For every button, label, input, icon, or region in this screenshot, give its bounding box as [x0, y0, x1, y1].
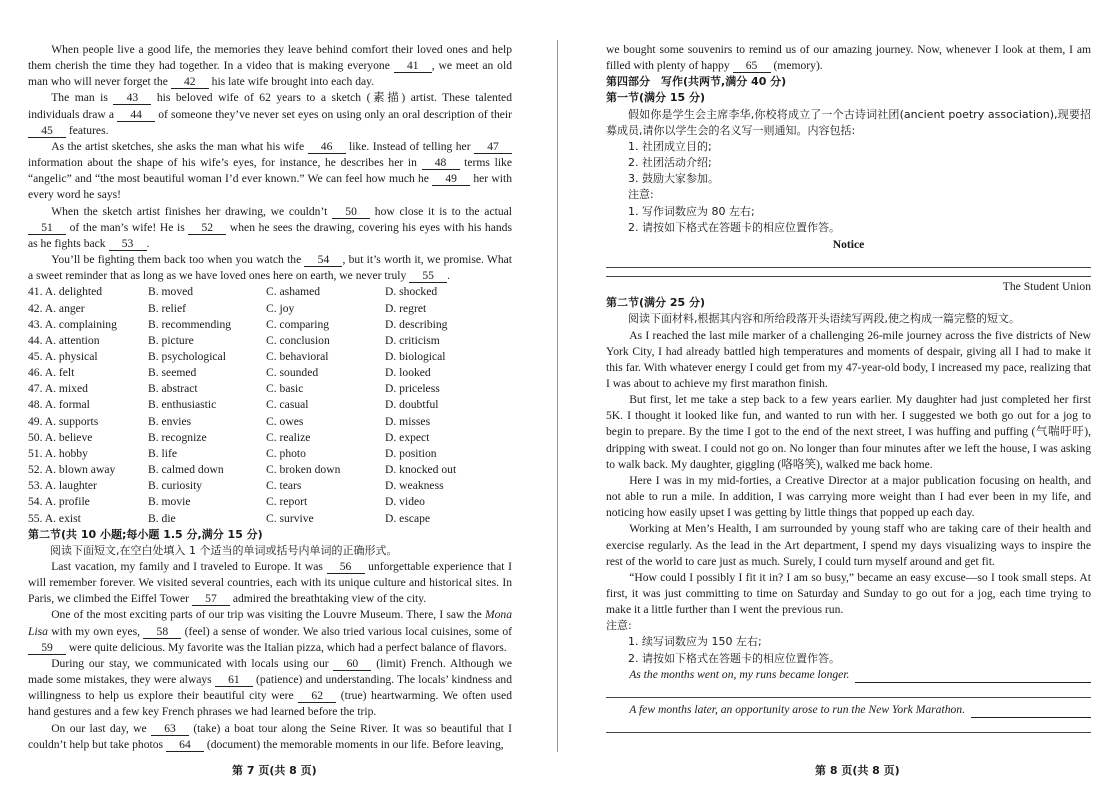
option: C. realize: [266, 430, 311, 444]
option: 48. A. formal: [28, 398, 90, 412]
blank-61[interactable]: 61: [215, 673, 253, 687]
section1-prompt: 假如你是学生会主席李华,你校将成立了一个古诗词社团(ancient poetry association),现要招募成员,请你以学生会的名义写一则通知。内容包括:: [606, 107, 1091, 137]
option: B. curiosity: [148, 479, 203, 493]
option: B. die: [148, 511, 176, 525]
option: 51. A. hobby: [28, 446, 88, 460]
italic-title: Mona Lisa: [28, 608, 512, 638]
section1-heading: 第一节(满分 15 分): [606, 91, 706, 105]
blank-62[interactable]: 62: [298, 689, 336, 703]
page-number-7: 第 7 页(共 8 页): [232, 764, 317, 777]
blank-42[interactable]: 42: [171, 75, 209, 89]
option: D. doubtful: [385, 398, 439, 412]
answer-line: [855, 672, 1091, 683]
blank-58[interactable]: 58: [143, 625, 181, 639]
option: B. picture: [148, 333, 194, 347]
option: C. report: [266, 495, 308, 509]
paragraph: When people live a good life, the memories they leave behind comfort their loved ones and help them cherish the time they had together. In a video that is making everyone 41 , we meet an old man who will never forget the 42 his late wife brought into each day.: [28, 43, 512, 89]
paragraph: One of the most exciting parts of our trip was visiting the Louvre Museum. There, I saw the Mona Lisa with my own eyes, 58 (feel) a sense of wonder. We also tried various local cuisines, some of 59 were quite delicious. My favorite was the Italian pizza, which had a perfect balance of flavors.: [28, 608, 512, 654]
option: 55. A. exist: [28, 511, 81, 525]
option: B. movie: [148, 495, 191, 509]
option: B. recognize: [148, 430, 207, 444]
notice-title: Notice: [832, 237, 865, 251]
option: 46. A. felt: [28, 366, 75, 380]
paragraph: As the artist sketches, she asks the man what his wife 46 like. Instead of telling her 47 information about the shape of his wife’s eyes, for instance, he describes her in 48 terms like “angelic” and “the most beautiful woman I’d ever known.” We can feel how much he 49 her with every word he says!: [28, 139, 512, 202]
page-7-column: [28, 42, 512, 753]
section2-note-label: 注意:: [606, 619, 632, 633]
paragraph: On our last day, we 63 (take) a boat tour along the Seine River. It was so beautiful that I couldn’t help but take photos 64 (document) the memorable moments in our life. Before leaving,: [28, 721, 513, 751]
paragraph: When the sketch artist finishes her drawing, we couldn’t 50 how close it is to the actual 51 of the man’s wife! He is 52 when he sees the drawing, covering his eyes with his hands as he fights back 53 .: [28, 204, 512, 250]
option: 43. A. complaining: [28, 317, 117, 331]
paragraph: Last vacation, my family and I traveled to Europe. It was 56 unforgettable experience that I will remember forever. We visited several countries, each with its unique culture and historical sites. In Paris, we climbed the Eiffel Tower 57 admired the breathtaking view of the city.: [28, 560, 512, 606]
paragraph: During our stay, we communicated with locals using our 60 (limit) French. Although we made some mistakes, they were always 61 (patience) and understanding. The locals’ kindness and willingness to help us explore their beautiful city were 62 (true) heartwarming. We often used hand gestures and a few key French phrases we had learned before the trip.: [28, 656, 512, 719]
option: C. ashamed: [266, 285, 321, 299]
note: 2. 请按如下格式在答题卡的相应位置作答。: [628, 651, 840, 665]
blank-54[interactable]: 54: [304, 253, 342, 267]
option: D. looked: [385, 366, 431, 380]
section2-heading: 第二节(满分 25 分): [606, 296, 706, 310]
blank-45[interactable]: 45: [28, 124, 66, 138]
blank-48[interactable]: 48: [422, 156, 460, 170]
option: D. escape: [385, 511, 431, 525]
option: 53. A. laughter: [28, 479, 97, 493]
notice-signature: The Student Union: [1002, 280, 1091, 294]
option: D. describing: [385, 317, 448, 331]
point: 2. 社团活动介绍;: [628, 156, 712, 170]
option: C. broken down: [266, 463, 341, 477]
option: D. weakness: [385, 479, 444, 493]
blank-52[interactable]: 52: [188, 221, 226, 235]
grammar-passage: [28, 559, 512, 753]
blank-55[interactable]: 55: [409, 269, 447, 283]
blank-56[interactable]: 56: [327, 560, 365, 574]
answer-line: [606, 697, 1091, 698]
paragraph1-prompt: [606, 667, 1091, 683]
option: D. priceless: [385, 382, 440, 396]
point: 1. 社团成立目的;: [628, 139, 712, 153]
answer-line: [606, 276, 1091, 277]
note: 2. 请按如下格式在答题卡的相应位置作答。: [628, 220, 840, 234]
paragraph2-start: A few months later, an opportunity arose to run the New York Marathon.: [629, 702, 965, 716]
option: B. seemed: [148, 366, 197, 380]
page-8-column: [606, 42, 1091, 741]
option: 47. A. mixed: [28, 382, 88, 396]
paragraph: You’ll be fighting them back too when you watch the 54 , but it’s worth it, we promise. What a sweet reminder that as long as we have loved ones here on earth, we never truly 55 .: [28, 253, 513, 283]
section2-instruction: 阅读下面短文,在空白处填入 1 个适当的单词或括号内单词的正确形式。: [50, 543, 398, 557]
option: 41. A. delighted: [28, 285, 103, 299]
option: B. recommending: [148, 317, 232, 331]
option: C. owes: [266, 414, 304, 428]
answer-line: [971, 707, 1091, 718]
option: B. envies: [148, 414, 192, 428]
story-paragraph: But first, let me take a step back to a few years earlier. My daughter had just completed her first 5K. I thought it looked like fun, and wanted to run with her. I suggested we both go out for a jog to begin to prepare. By the time I got to the end of the next street, I was huffing and puffing (气喘吁吁), dripping with sweat. I could not go on. No longer than four minutes after we left the house, I was asking to walk back. My daughter, giggling (咯咯笑), walked me back home.: [606, 393, 1091, 471]
paragraph: we bought some souvenirs to remind us of our amazing journey. Now, whenever I look at them, I am filled with plenty of happy 65 (memory).: [606, 43, 1091, 73]
option: 50. A. believe: [28, 430, 93, 444]
option: D. expect: [385, 430, 430, 444]
option: B. enthusiastic: [148, 398, 217, 412]
option: B. calmed down: [148, 463, 224, 477]
blank-44[interactable]: 44: [117, 108, 155, 122]
blank-50[interactable]: 50: [332, 205, 370, 219]
blank-65[interactable]: 65: [733, 59, 771, 73]
story-paragraph: “How could I possibly I fit it in? I am so busy,” became an easy excuse—so I took small steps. At first, it was just committing to time on Saturday and Sunday to go out for a jog, each time trying to make it a little further than I went the previous run.: [606, 570, 1091, 617]
blank-59[interactable]: 59: [28, 641, 66, 655]
note: 1. 写作词数应为 80 左右;: [628, 204, 755, 218]
option: D. position: [385, 446, 437, 460]
option: 52. A. blown away: [28, 463, 116, 477]
answer-line: [606, 267, 1091, 268]
option: C. tears: [266, 479, 302, 493]
option: D. biological: [385, 349, 446, 363]
blank-43[interactable]: 43: [113, 91, 151, 105]
option: C. comparing: [266, 317, 330, 331]
blank-51[interactable]: 51: [28, 221, 66, 235]
story-paragraph: Here I was in my mid-forties, a Creative Director at a major publication focusing on health, and not able to run a mile. In addition, I was carrying more weight than I had ever been in my life, and noticing how easily upset I was getting by little things that popped up each day.: [606, 473, 1091, 520]
part4-heading: 第四部分 写作(共两节,满分 40 分): [606, 75, 787, 89]
blank-47[interactable]: 47: [474, 140, 512, 154]
point: 3. 鼓励大家参加。: [628, 172, 719, 186]
option: 42. A. anger: [28, 301, 85, 315]
option: D. shocked: [385, 285, 438, 299]
option: C. sounded: [266, 366, 319, 380]
option: D. misses: [385, 414, 431, 428]
option: 45. A. physical: [28, 349, 98, 363]
option: B. abstract: [148, 382, 198, 396]
paragraph2-prompt: [606, 702, 1091, 718]
blank-63[interactable]: 63: [151, 722, 189, 736]
cloze-passage: [28, 42, 512, 284]
section2-instruction: 阅读下面材料,根据其内容和所给段落开头语续写两段,使之构成一篇完整的短文。: [628, 312, 1020, 326]
blank-53[interactable]: 53: [109, 237, 147, 251]
cloze-options: [28, 284, 512, 526]
blank-49[interactable]: 49: [432, 172, 470, 186]
option: 44. A. attention: [28, 333, 100, 347]
option: C. joy: [266, 301, 295, 315]
option: D. criticism: [385, 333, 440, 347]
option: C. photo: [266, 446, 306, 460]
story-paragraph: Working at Men’s Health, I am surrounded by young staff who are taking care of their health and exercise regularly. As the lead in the Art department, I spend my days visualizing ways to inspire the rest of the world to care just as much. Surely, I could turn myself around and get fit.: [606, 522, 1091, 568]
blank-60[interactable]: 60: [333, 657, 371, 671]
option: D. video: [385, 495, 425, 509]
option: C. behavioral: [266, 349, 329, 363]
blank-46[interactable]: 46: [308, 140, 346, 154]
option: B. life: [148, 446, 177, 460]
section2-notes: [606, 634, 1091, 666]
option: B. psychological: [148, 349, 226, 363]
answer-line: [606, 732, 1091, 733]
section1-points: [606, 139, 1091, 187]
section1-note-label: 注意:: [628, 188, 654, 202]
blank-57[interactable]: 57: [192, 592, 230, 606]
option: D. knocked out: [385, 463, 457, 477]
section2-heading: 第二节(共 10 小题;每小题 1.5 分,满分 15 分): [28, 527, 263, 541]
option: 54. A. profile: [28, 495, 90, 509]
paragraph1-start: As the months went on, my runs became longer.: [629, 667, 850, 681]
story-paragraph: As I reached the last mile marker of a challenging 26-mile journey across the five districts of New York City, I had already battled high temperatures and moments of despair, giving all I had to make it this far. With whatever energy I could get from my 47-year-old body, I increased my pace, realizing that I was about to achieve my first marathon finish.: [606, 328, 1091, 390]
option: B. relief: [148, 301, 186, 315]
story-passage: [606, 328, 1091, 619]
paragraph: The man is 43 his beloved wife of 62 years to a sketch (素描) artist. These talented individuals draw a 44 of someone they’ve never set eyes on using only an oral description of their 45 features.: [28, 91, 513, 137]
option: 49. A. supports: [28, 414, 99, 428]
option: D. regret: [385, 301, 427, 315]
column-divider: [557, 40, 558, 752]
option: B. moved: [148, 285, 194, 299]
blank-64[interactable]: 64: [166, 738, 204, 752]
note: 1. 续写词数应为 150 左右;: [628, 635, 762, 649]
option: C. basic: [266, 382, 304, 396]
option: C. survive: [266, 511, 314, 525]
page-number-8: 第 8 页(共 8 页): [815, 764, 900, 777]
section1-notes: [606, 204, 1091, 236]
option: C. conclusion: [266, 333, 330, 347]
grammar-passage-continued: [606, 42, 1091, 74]
option: C. casual: [266, 398, 309, 412]
blank-41[interactable]: 41: [394, 59, 432, 73]
